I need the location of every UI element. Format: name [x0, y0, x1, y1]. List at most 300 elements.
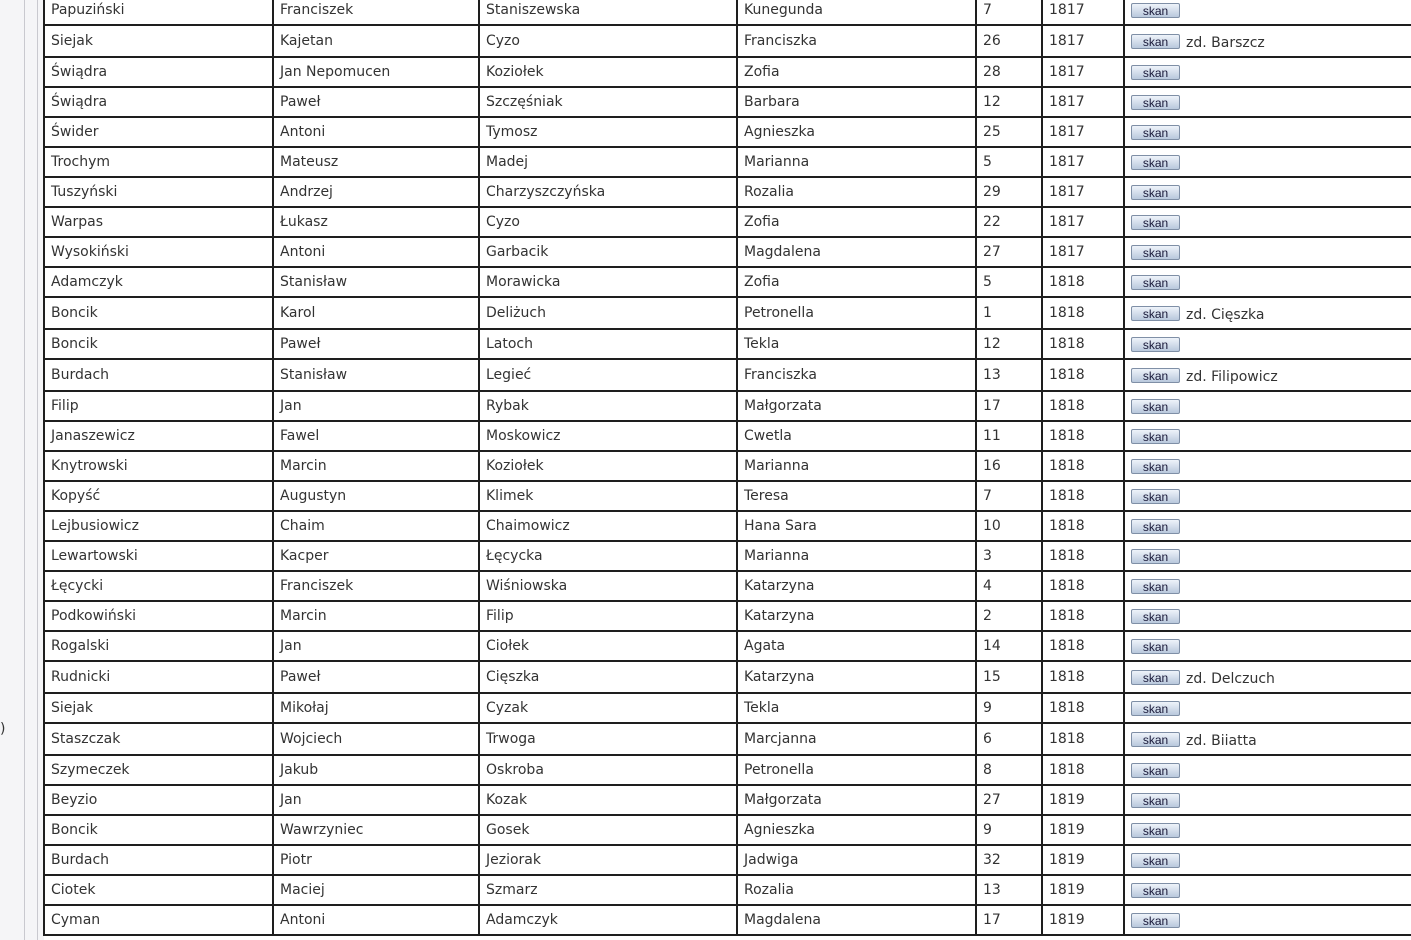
scan-button[interactable]: skan — [1131, 3, 1180, 18]
year-cell: 1818 — [1042, 723, 1124, 755]
year-cell: 1817 — [1042, 177, 1124, 207]
mother-surname-cell: Gosek — [479, 815, 737, 845]
mother-surname-cell: Wiśniowska — [479, 571, 737, 601]
scan-cell — [1124, 25, 1411, 57]
record-number-cell: 8 — [976, 755, 1042, 785]
year-cell: 1817 — [1042, 57, 1124, 87]
scan-cell — [1124, 391, 1411, 421]
table-row — [44, 359, 1411, 391]
record-number-cell: 16 — [976, 451, 1042, 481]
scan-cell — [1124, 0, 1411, 25]
scan-button[interactable]: skan — [1131, 275, 1180, 290]
given-name-cell: Augustyn — [273, 481, 479, 511]
table-row — [44, 177, 1411, 207]
scan-button[interactable]: skan — [1131, 368, 1180, 383]
gutter-text-fragment: ) — [0, 721, 6, 737]
mother-given-name-cell: Marianna — [737, 541, 976, 571]
mother-given-name-cell: Katarzyna — [737, 661, 976, 693]
mother-given-name-cell: Katarzyna — [737, 601, 976, 631]
scan-cell-content — [1131, 399, 1411, 414]
surname-cell: Kopyść — [44, 481, 273, 511]
table-row — [44, 267, 1411, 297]
given-name-cell: Łukasz — [273, 207, 479, 237]
mother-given-name-cell: Marcjanna — [737, 723, 976, 755]
scan-cell — [1124, 905, 1411, 935]
mother-surname-cell: Jeziorak — [479, 845, 737, 875]
mother-given-name-cell: Rozalia — [737, 177, 976, 207]
record-number-cell: 4 — [976, 571, 1042, 601]
surname-cell: Beyzio — [44, 785, 273, 815]
record-number-cell: 1 — [976, 297, 1042, 329]
given-name-cell: Fawel — [273, 421, 479, 451]
record-number-cell: 5 — [976, 147, 1042, 177]
scan-cell — [1124, 755, 1411, 785]
mother-surname-cell: Charzyszczyńska — [479, 177, 737, 207]
table-row — [44, 845, 1411, 875]
mother-surname-cell: Moskowicz — [479, 421, 737, 451]
given-name-cell: Marcin — [273, 601, 479, 631]
surname-cell: Lewartowski — [44, 541, 273, 571]
scan-cell-content — [1131, 33, 1411, 49]
scan-cell — [1124, 785, 1411, 815]
given-name-cell: Andrzej — [273, 177, 479, 207]
maiden-name-note: zd. Biiatta — [1186, 733, 1257, 749]
scan-button[interactable]: skan — [1131, 245, 1180, 260]
table-row — [44, 57, 1411, 87]
surname-cell: Rudnicki — [44, 661, 273, 693]
record-number-cell: 6 — [976, 723, 1042, 755]
year-cell: 1818 — [1042, 481, 1124, 511]
mother-given-name-cell: Małgorzata — [737, 391, 976, 421]
given-name-cell: Kacper — [273, 541, 479, 571]
given-name-cell: Wawrzyniec — [273, 815, 479, 845]
surname-cell: Podkowiński — [44, 601, 273, 631]
records-table-body — [44, 0, 1411, 935]
year-cell: 1818 — [1042, 451, 1124, 481]
given-name-cell: Wojciech — [273, 723, 479, 755]
scan-cell — [1124, 237, 1411, 267]
year-cell: 1817 — [1042, 237, 1124, 267]
year-cell: 1819 — [1042, 785, 1124, 815]
given-name-cell: Antoni — [273, 237, 479, 267]
table-row — [44, 723, 1411, 755]
table-row — [44, 0, 1411, 25]
gutter-divider — [37, 0, 38, 940]
mother-surname-cell: Adamczyk — [479, 905, 737, 935]
surname-cell: Janaszewicz — [44, 421, 273, 451]
scan-cell-content — [1131, 429, 1411, 444]
surname-cell: Siejak — [44, 25, 273, 57]
mother-surname-cell: Oskroba — [479, 755, 737, 785]
record-number-cell: 28 — [976, 57, 1042, 87]
surname-cell: Siejak — [44, 693, 273, 723]
surname-cell: Boncik — [44, 815, 273, 845]
mother-given-name-cell: Zofia — [737, 57, 976, 87]
mother-surname-cell: Deliżuch — [479, 297, 737, 329]
scan-cell — [1124, 875, 1411, 905]
scan-cell-content — [1131, 489, 1411, 504]
year-cell: 1818 — [1042, 755, 1124, 785]
surname-cell: Tuszyński — [44, 177, 273, 207]
table-row — [44, 25, 1411, 57]
scan-cell — [1124, 177, 1411, 207]
record-number-cell: 12 — [976, 329, 1042, 359]
scan-cell — [1124, 601, 1411, 631]
scan-cell — [1124, 693, 1411, 723]
scan-cell — [1124, 267, 1411, 297]
table-row — [44, 785, 1411, 815]
mother-surname-cell: Morawicka — [479, 267, 737, 297]
mother-surname-cell: Klimek — [479, 481, 737, 511]
scan-cell-content — [1131, 155, 1411, 170]
scan-cell-content — [1131, 549, 1411, 564]
year-cell: 1818 — [1042, 267, 1124, 297]
year-cell: 1818 — [1042, 511, 1124, 541]
mother-surname-cell: Trwoga — [479, 723, 737, 755]
scan-cell — [1124, 541, 1411, 571]
given-name-cell: Jan — [273, 391, 479, 421]
mother-given-name-cell: Małgorzata — [737, 785, 976, 815]
scan-cell-content — [1131, 185, 1411, 200]
mother-given-name-cell: Magdalena — [737, 905, 976, 935]
table-row — [44, 87, 1411, 117]
record-number-cell: 14 — [976, 631, 1042, 661]
scan-cell — [1124, 207, 1411, 237]
given-name-cell: Paweł — [273, 87, 479, 117]
record-number-cell: 13 — [976, 875, 1042, 905]
scan-button[interactable]: skan — [1131, 609, 1180, 624]
table-row — [44, 511, 1411, 541]
scan-button[interactable]: skan — [1131, 670, 1180, 685]
scan-button[interactable]: skan — [1131, 95, 1180, 110]
mother-surname-cell: Madej — [479, 147, 737, 177]
scan-cell-content — [1131, 215, 1411, 230]
scan-button[interactable]: skan — [1131, 823, 1180, 838]
mother-surname-cell: Kozak — [479, 785, 737, 815]
record-number-cell: 27 — [976, 785, 1042, 815]
scan-cell — [1124, 511, 1411, 541]
mother-surname-cell: Cyzak — [479, 693, 737, 723]
surname-cell: Świądra — [44, 87, 273, 117]
scan-cell-content — [1131, 701, 1411, 716]
mother-surname-cell: Chaimowicz — [479, 511, 737, 541]
year-cell: 1818 — [1042, 421, 1124, 451]
scan-button[interactable]: skan — [1131, 763, 1180, 778]
scan-cell-content — [1131, 459, 1411, 474]
scan-cell-content — [1131, 305, 1411, 321]
scan-button[interactable]: skan — [1131, 913, 1180, 928]
surname-cell: Warpas — [44, 207, 273, 237]
table-row — [44, 693, 1411, 723]
mother-surname-cell: Szmarz — [479, 875, 737, 905]
scan-button[interactable]: skan — [1131, 579, 1180, 594]
mother-given-name-cell: Cwetla — [737, 421, 976, 451]
mother-given-name-cell: Agnieszka — [737, 117, 976, 147]
scan-button[interactable]: skan — [1131, 701, 1180, 716]
scan-cell — [1124, 815, 1411, 845]
table-row — [44, 541, 1411, 571]
scan-cell — [1124, 631, 1411, 661]
record-number-cell: 27 — [976, 237, 1042, 267]
scan-cell-content — [1131, 639, 1411, 654]
scan-cell-content — [1131, 823, 1411, 838]
scan-cell-content — [1131, 519, 1411, 534]
maiden-name-note: zd. Barszcz — [1186, 35, 1265, 51]
scan-button[interactable]: skan — [1131, 306, 1180, 321]
scan-cell — [1124, 57, 1411, 87]
mother-surname-cell: Rybak — [479, 391, 737, 421]
mother-given-name-cell: Zofia — [737, 267, 976, 297]
scan-button[interactable]: skan — [1131, 65, 1180, 80]
mother-given-name-cell: Jadwiga — [737, 845, 976, 875]
record-number-cell: 17 — [976, 905, 1042, 935]
scan-cell — [1124, 723, 1411, 755]
scan-button[interactable]: skan — [1131, 639, 1180, 654]
mother-surname-cell: Koziołek — [479, 57, 737, 87]
table-row — [44, 391, 1411, 421]
mother-given-name-cell: Teresa — [737, 481, 976, 511]
year-cell: 1818 — [1042, 631, 1124, 661]
mother-surname-cell: Ciołek — [479, 631, 737, 661]
record-number-cell: 9 — [976, 815, 1042, 845]
record-number-cell: 3 — [976, 541, 1042, 571]
scan-cell-content — [1131, 609, 1411, 624]
scan-cell-content — [1131, 3, 1411, 18]
scan-button[interactable]: skan — [1131, 155, 1180, 170]
mother-surname-cell: Cięszka — [479, 661, 737, 693]
scan-cell-content — [1131, 65, 1411, 80]
scan-button[interactable]: skan — [1131, 459, 1180, 474]
mother-surname-cell: Łęcycka — [479, 541, 737, 571]
scan-button[interactable]: skan — [1131, 215, 1180, 230]
scan-cell-content — [1131, 669, 1411, 685]
surname-cell: Boncik — [44, 329, 273, 359]
record-number-cell: 32 — [976, 845, 1042, 875]
table-row — [44, 631, 1411, 661]
mother-surname-cell: Szczęśniak — [479, 87, 737, 117]
scan-cell-content — [1131, 913, 1411, 928]
scan-cell — [1124, 421, 1411, 451]
surname-cell: Szymeczek — [44, 755, 273, 785]
surname-cell: Świder — [44, 117, 273, 147]
scan-cell-content — [1131, 579, 1411, 594]
record-number-cell: 22 — [976, 207, 1042, 237]
year-cell: 1817 — [1042, 0, 1124, 25]
mother-given-name-cell: Zofia — [737, 207, 976, 237]
scan-button[interactable]: skan — [1131, 853, 1180, 868]
table-row — [44, 451, 1411, 481]
scan-button[interactable]: skan — [1131, 549, 1180, 564]
mother-surname-cell: Filip — [479, 601, 737, 631]
year-cell: 1817 — [1042, 207, 1124, 237]
surname-cell: Knytrowski — [44, 451, 273, 481]
scan-cell — [1124, 297, 1411, 329]
year-cell: 1817 — [1042, 87, 1124, 117]
year-cell: 1817 — [1042, 147, 1124, 177]
record-number-cell: 26 — [976, 25, 1042, 57]
mother-surname-cell: Tymosz — [479, 117, 737, 147]
mother-given-name-cell: Agata — [737, 631, 976, 661]
surname-cell: Ciotek — [44, 875, 273, 905]
table-row — [44, 601, 1411, 631]
scan-cell — [1124, 87, 1411, 117]
scan-cell — [1124, 661, 1411, 693]
table-row — [44, 207, 1411, 237]
record-number-cell: 7 — [976, 481, 1042, 511]
mother-given-name-cell: Franciszka — [737, 25, 976, 57]
mother-surname-cell: Legieć — [479, 359, 737, 391]
table-row — [44, 905, 1411, 935]
mother-given-name-cell: Magdalena — [737, 237, 976, 267]
mother-given-name-cell: Hana Sara — [737, 511, 976, 541]
mother-given-name-cell: Katarzyna — [737, 571, 976, 601]
record-number-cell: 12 — [976, 87, 1042, 117]
scan-button[interactable]: skan — [1131, 399, 1180, 414]
scan-cell-content — [1131, 95, 1411, 110]
given-name-cell: Paweł — [273, 661, 479, 693]
surname-cell: Boncik — [44, 297, 273, 329]
scan-cell-content — [1131, 763, 1411, 778]
year-cell: 1817 — [1042, 117, 1124, 147]
scan-button[interactable]: skan — [1131, 125, 1180, 140]
given-name-cell: Franciszek — [273, 0, 479, 25]
surname-cell: Burdach — [44, 845, 273, 875]
surname-cell: Łęcycki — [44, 571, 273, 601]
year-cell: 1818 — [1042, 329, 1124, 359]
scan-cell-content — [1131, 731, 1411, 747]
surname-cell: Staszczak — [44, 723, 273, 755]
record-number-cell: 15 — [976, 661, 1042, 693]
table-row — [44, 815, 1411, 845]
given-name-cell: Jan — [273, 785, 479, 815]
table-row — [44, 237, 1411, 267]
scan-cell-content — [1131, 367, 1411, 383]
given-name-cell: Chaim — [273, 511, 479, 541]
scan-button[interactable]: skan — [1131, 793, 1180, 808]
surname-cell: Lejbusiowicz — [44, 511, 273, 541]
scan-button[interactable]: skan — [1131, 429, 1180, 444]
year-cell: 1818 — [1042, 601, 1124, 631]
table-row — [44, 117, 1411, 147]
given-name-cell: Karol — [273, 297, 479, 329]
given-name-cell: Jan Nepomucen — [273, 57, 479, 87]
record-number-cell: 13 — [976, 359, 1042, 391]
mother-surname-cell: Cyzo — [479, 207, 737, 237]
year-cell: 1819 — [1042, 815, 1124, 845]
year-cell: 1819 — [1042, 875, 1124, 905]
scan-cell — [1124, 481, 1411, 511]
mother-given-name-cell: Marianna — [737, 451, 976, 481]
scan-cell — [1124, 329, 1411, 359]
given-name-cell: Antoni — [273, 117, 479, 147]
table-row — [44, 147, 1411, 177]
surname-cell: Świądra — [44, 57, 273, 87]
record-number-cell: 7 — [976, 0, 1042, 25]
given-name-cell: Antoni — [273, 905, 479, 935]
given-name-cell: Kajetan — [273, 25, 479, 57]
mother-surname-cell: Staniszewska — [479, 0, 737, 25]
record-number-cell: 25 — [976, 117, 1042, 147]
surname-cell: Filip — [44, 391, 273, 421]
scan-cell-content — [1131, 125, 1411, 140]
mother-given-name-cell: Petronella — [737, 297, 976, 329]
scan-cell — [1124, 147, 1411, 177]
scan-button[interactable]: skan — [1131, 185, 1180, 200]
given-name-cell: Maciej — [273, 875, 479, 905]
scan-button[interactable]: skan — [1131, 732, 1180, 747]
scan-cell-content — [1131, 275, 1411, 290]
table-row — [44, 481, 1411, 511]
mother-surname-cell: Cyzo — [479, 25, 737, 57]
table-row — [44, 297, 1411, 329]
scan-button[interactable]: skan — [1131, 34, 1180, 49]
records-table — [43, 0, 1411, 936]
record-number-cell: 17 — [976, 391, 1042, 421]
year-cell: 1818 — [1042, 359, 1124, 391]
year-cell: 1818 — [1042, 391, 1124, 421]
year-cell: 1818 — [1042, 541, 1124, 571]
given-name-cell: Stanisław — [273, 359, 479, 391]
mother-surname-cell: Koziołek — [479, 451, 737, 481]
gutter-divider — [24, 0, 25, 940]
year-cell: 1819 — [1042, 905, 1124, 935]
mother-given-name-cell: Marianna — [737, 147, 976, 177]
record-number-cell: 29 — [976, 177, 1042, 207]
mother-given-name-cell: Agnieszka — [737, 815, 976, 845]
year-cell: 1818 — [1042, 661, 1124, 693]
maiden-name-note: zd. Delczuch — [1186, 671, 1275, 687]
surname-cell: Adamczyk — [44, 267, 273, 297]
table-row — [44, 661, 1411, 693]
scan-cell — [1124, 571, 1411, 601]
surname-cell: Papuziński — [44, 0, 273, 25]
scan-cell-content — [1131, 245, 1411, 260]
surname-cell: Rogalski — [44, 631, 273, 661]
given-name-cell: Mikołaj — [273, 693, 479, 723]
mother-given-name-cell: Tekla — [737, 329, 976, 359]
year-cell: 1817 — [1042, 25, 1124, 57]
mother-given-name-cell: Franciszka — [737, 359, 976, 391]
given-name-cell: Stanisław — [273, 267, 479, 297]
records-table-container — [43, 0, 1411, 936]
maiden-name-note: zd. Cięszka — [1186, 307, 1265, 323]
record-number-cell: 9 — [976, 693, 1042, 723]
year-cell: 1818 — [1042, 571, 1124, 601]
scan-cell — [1124, 359, 1411, 391]
given-name-cell: Marcin — [273, 451, 479, 481]
scan-cell — [1124, 117, 1411, 147]
scan-button[interactable]: skan — [1131, 883, 1180, 898]
surname-cell: Wysokiński — [44, 237, 273, 267]
scan-button[interactable]: skan — [1131, 519, 1180, 534]
surname-cell: Cyman — [44, 905, 273, 935]
table-row — [44, 421, 1411, 451]
surname-cell: Burdach — [44, 359, 273, 391]
mother-given-name-cell: Tekla — [737, 693, 976, 723]
scan-cell-content — [1131, 793, 1411, 808]
year-cell: 1818 — [1042, 693, 1124, 723]
record-number-cell: 10 — [976, 511, 1042, 541]
mother-surname-cell: Latoch — [479, 329, 737, 359]
scan-button[interactable]: skan — [1131, 489, 1180, 504]
maiden-name-note: zd. Filipowicz — [1186, 369, 1278, 385]
scan-button[interactable]: skan — [1131, 337, 1180, 352]
given-name-cell: Franciszek — [273, 571, 479, 601]
table-row — [44, 329, 1411, 359]
given-name-cell: Jakub — [273, 755, 479, 785]
record-number-cell: 11 — [976, 421, 1042, 451]
table-row — [44, 571, 1411, 601]
